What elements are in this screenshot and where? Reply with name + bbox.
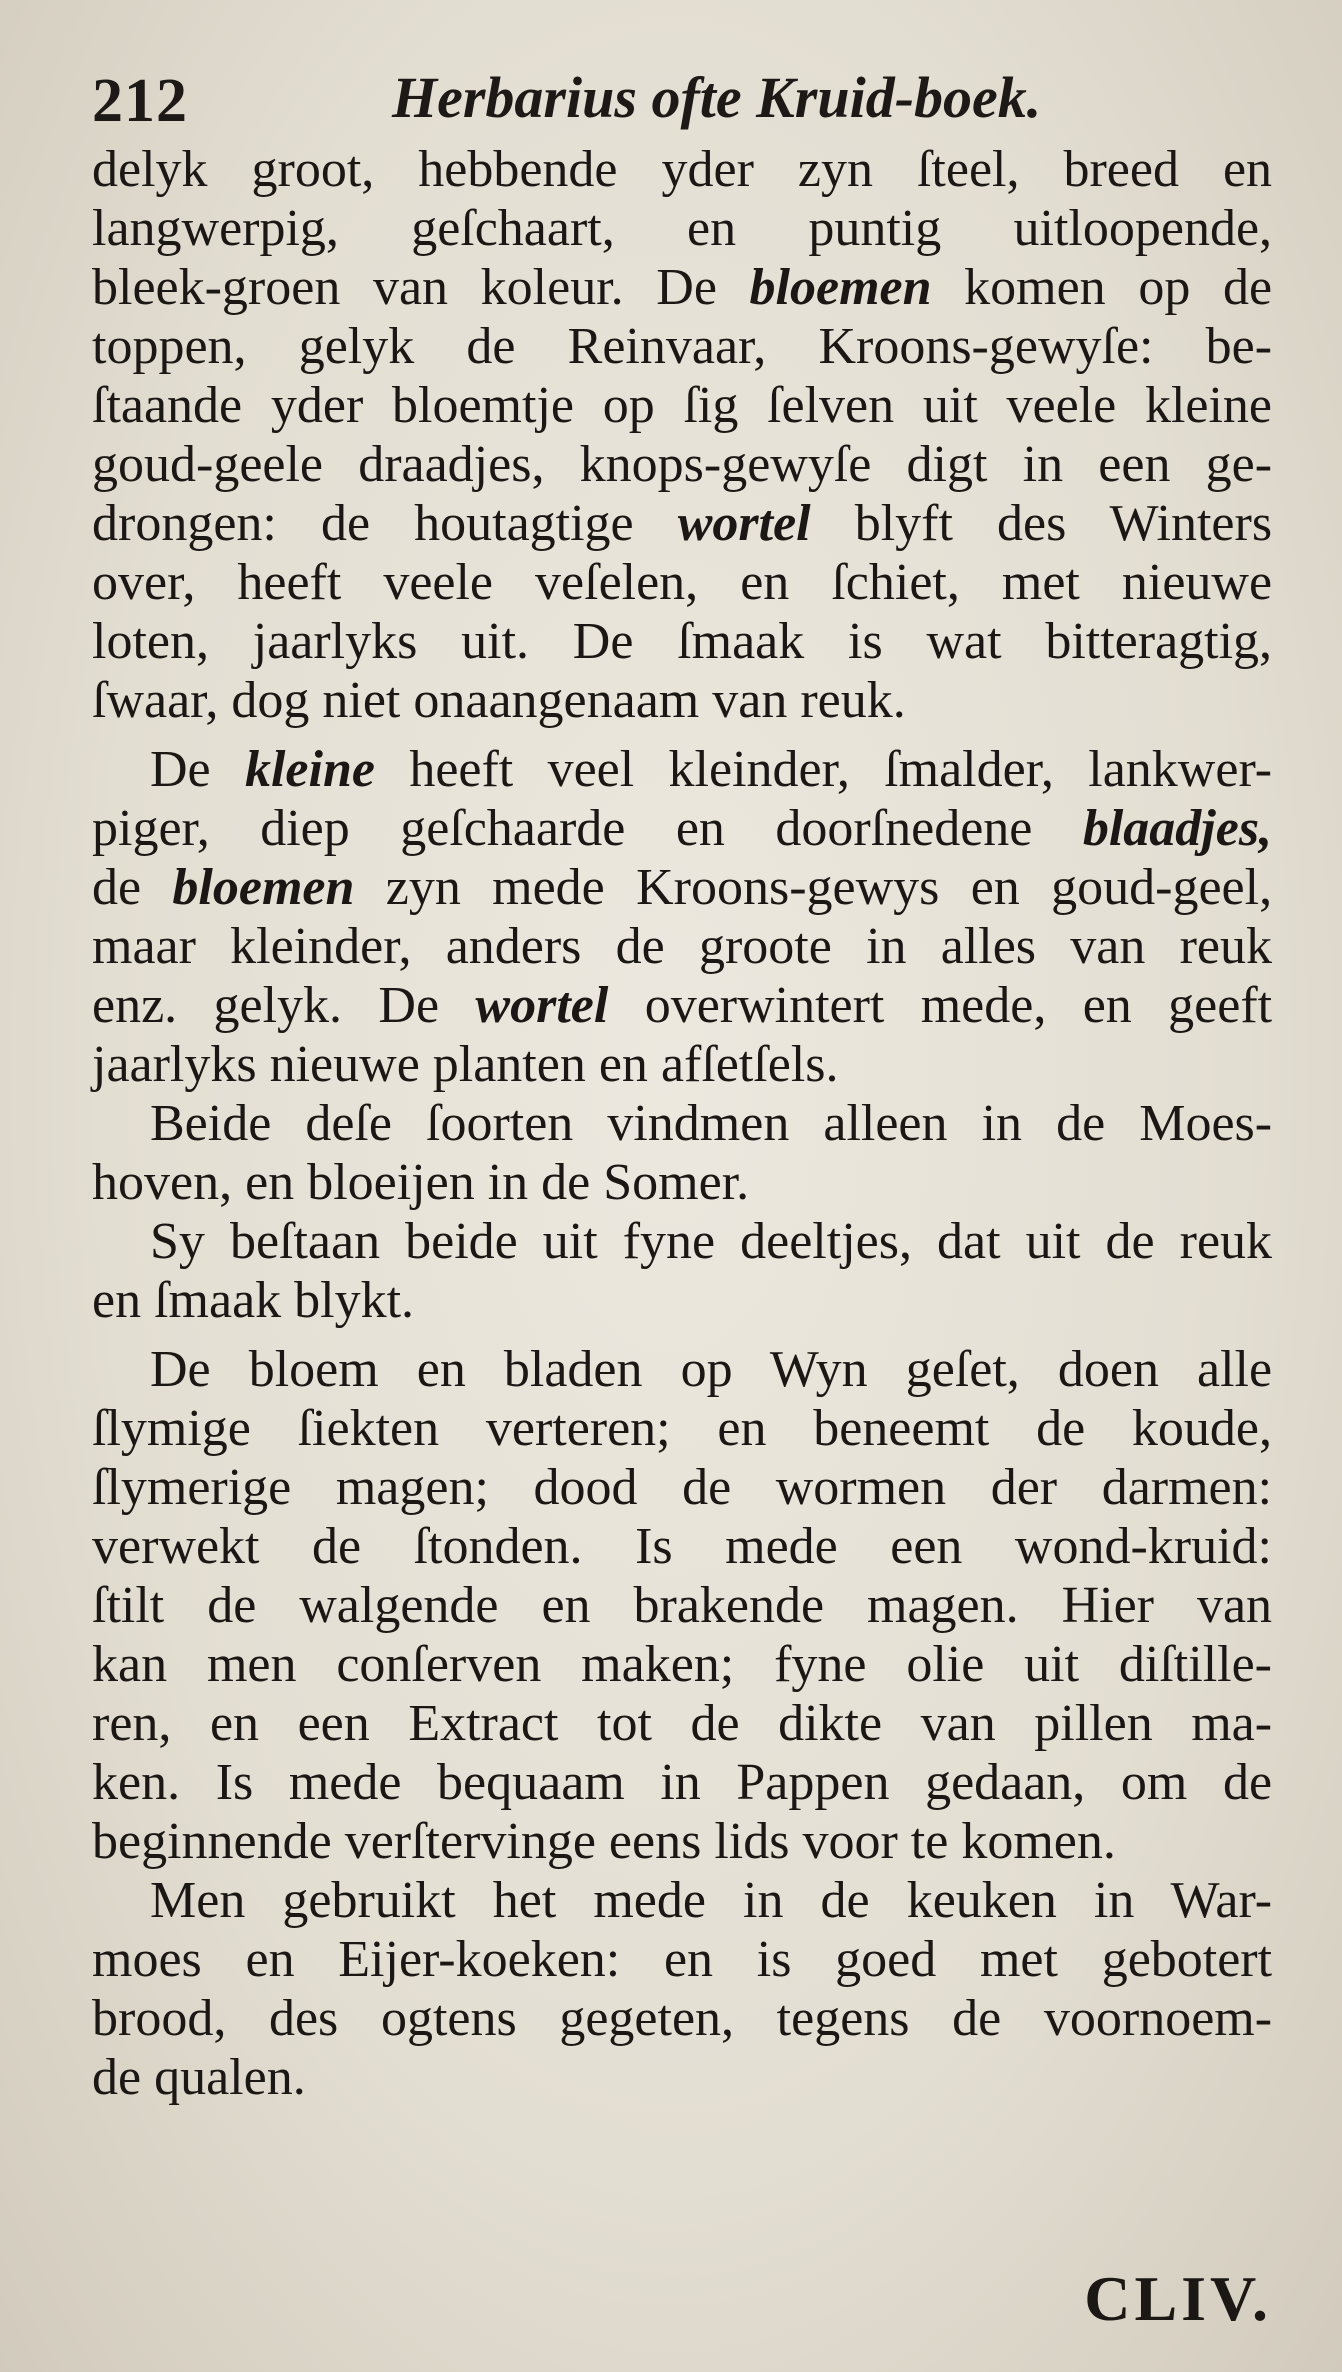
text-line: ſtaande yder bloemtje op ſig ſelven uit veele kleine <box>92 377 1272 434</box>
text-line: De bloem en bladen op Wyn geſet, doen alle <box>150 1341 1273 1398</box>
paragraph-5 <box>92 1340 1272 1871</box>
text-line: ſlymige ſiekten verteren; en beneemt de koude, <box>92 1400 1272 1457</box>
paragraph-2 <box>92 740 1272 1094</box>
text-line: beginnende verſtervinge eens lids voor te komen. <box>92 1813 1116 1870</box>
text-line: ſtilt de walgende en brakende magen. Hier van <box>92 1577 1273 1634</box>
paragraph-3 <box>92 1094 1272 1212</box>
page-number: 212 <box>92 67 188 135</box>
text-line: verwekt de ſtonden. Is mede een wond-kruid: <box>92 1518 1272 1575</box>
text-line: kan men conſerven maken; fyne olie uit diſtille- <box>92 1636 1272 1693</box>
text-line: hoven, en bloeijen in de Somer. <box>92 1154 750 1211</box>
text-line: ken. Is mede bequaam in Pappen gedaan, om de <box>92 1754 1273 1811</box>
text-line: maar kleinder, anders de groote in alles van reuk <box>92 918 1273 975</box>
text-line: enz. gelyk. De wortel overwintert mede, en geeft <box>92 977 1273 1034</box>
text-line: delyk groot, hebbende yder zyn ſteel, breed en <box>92 141 1273 198</box>
text-line: drongen: de houtagtige wortel blyft des Winters <box>92 495 1273 552</box>
text-line: ſwaar, dog niet onaangenaam van reuk. <box>92 672 906 729</box>
paragraph-6 <box>92 1871 1272 2107</box>
text-line: bleek-groen van koleur. De bloemen komen op de <box>92 259 1273 316</box>
text-line: brood, des ogtens gegeten, tegens de voornoem- <box>92 1990 1273 2047</box>
signature-catchword: CLIV. <box>1084 2263 1272 2334</box>
text-line: en ſmaak blykt. <box>92 1272 415 1329</box>
page-header <box>92 52 1272 142</box>
running-title: Herbarius ofte Kruid-boek. <box>392 65 1042 130</box>
text-line: goud-geele draadjes, knops-gewyſe digt in een ge- <box>92 436 1273 493</box>
text-line: ren, en een Extract tot de dikte van pillen ma- <box>92 1695 1273 1752</box>
text-line: loten, jaarlyks uit. De ſmaak is wat bitteragtig, <box>92 613 1273 670</box>
text-line: Beide deſe ſoorten vindmen alleen in de Moes- <box>150 1095 1273 1152</box>
text-line: toppen, gelyk de Reinvaar, Kroons-gewyſe: be- <box>92 318 1273 375</box>
text-line: ſlymerige magen; dood de wormen der darmen: <box>92 1459 1273 1516</box>
text-line: Sy beſtaan beide uit fyne deeltjes, dat uit de reuk <box>150 1213 1273 1270</box>
text-line: De kleine heeft veel kleinder, ſmalder, lankwer- <box>150 741 1273 798</box>
paragraph-1 <box>92 140 1272 730</box>
text-line: langwerpig, geſchaart, en puntig uitloopende, <box>92 200 1273 257</box>
text-line: de bloemen zyn mede Kroons-gewys en goud-geel, <box>92 859 1273 916</box>
text-line: piger, diep geſchaarde en doorſnedene blaadjes, <box>92 800 1273 857</box>
body-text <box>92 140 1272 2107</box>
text-line: jaarlyks nieuwe planten en afſetſels. <box>92 1036 839 1093</box>
text-line: over, heeft veele veſelen, en ſchiet, met nieuwe <box>92 554 1273 611</box>
text-line: de qualen. <box>92 2049 306 2106</box>
text-line: Men gebruikt het mede in de keuken in War- <box>150 1872 1273 1929</box>
text-line: moes en Eijer-koeken: en is goed met gebotert <box>92 1931 1273 1988</box>
paragraph-4 <box>92 1212 1272 1330</box>
